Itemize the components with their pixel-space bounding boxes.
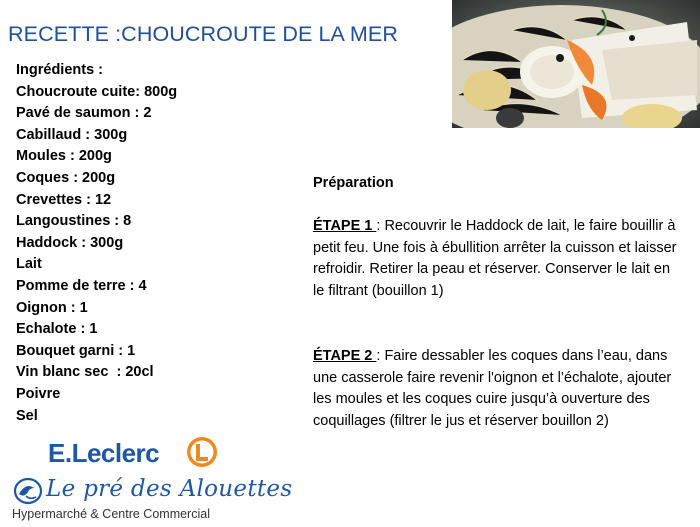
ingredient-list — [16, 60, 177, 427]
ingredient-item: Crevettes : 12 — [16, 191, 112, 208]
step-text: : Faire dessabler les coques dans l’eau, dans une casserole faire revenir l'oignon et l’échalote, ajouter les moules et les coques cuire jusqu’à ouverture des coquillages (filtrer le jus et réserver bouillon 2) — [313, 348, 672, 429]
mall-name: Le pré des Alouettes — [46, 476, 293, 502]
step-label: ÉTAPE 2 — [313, 348, 377, 364]
mall-tagline: Hypermarché & Centre Commercial — [12, 507, 210, 521]
ingredient-item: Oignon : 1 — [16, 299, 88, 316]
ingredient-item: Bouquet garni : 1 — [16, 342, 136, 359]
ingredient-item: Langoustines : 8 — [16, 213, 132, 230]
ingredient-item: Cabillaud : 300g — [16, 126, 128, 143]
ingredient-item: Pavé de saumon : 2 — [16, 105, 152, 122]
step-label: ÉTAPE 1 — [313, 218, 377, 234]
recipe-title: RECETTE :CHOUCROUTE DE LA MER — [8, 22, 398, 46]
leclerc-emblem-icon — [186, 436, 218, 468]
mall-logo — [12, 474, 293, 508]
bird-icon — [12, 476, 44, 506]
preparation-step-2 — [313, 346, 683, 432]
ingredient-item: Poivre — [16, 385, 61, 402]
preparation-step-1 — [313, 216, 683, 302]
ingredients-heading: Ingrédients : — [16, 62, 104, 78]
step-text: : Recouvrir le Haddock de lait, le faire bouillir à petit feu. Une fois à ébullition arrêter la cuisson et laisser refroidir. Retirer la peau et réserver. Conserver le lait en le filtrant (bouillon 1) — [313, 218, 677, 299]
ingredient-item: Haddock : 300g — [16, 234, 124, 251]
ingredient-item: Vin blanc sec : 20cl — [16, 364, 154, 381]
dish-photo — [452, 0, 700, 128]
leclerc-logo — [48, 436, 218, 472]
preparation-heading: Préparation — [313, 175, 394, 191]
ingredient-item: Coques : 200g — [16, 169, 116, 186]
ingredient-item: Moules : 200g — [16, 148, 112, 165]
store-name: E.Leclerc — [48, 438, 160, 468]
ingredient-item: Sel — [16, 407, 38, 424]
ingredient-item: Lait — [16, 256, 42, 273]
ingredient-item: Choucroute cuite: 800g — [16, 83, 178, 100]
ingredient-item: Echalote : 1 — [16, 321, 98, 338]
ingredient-item: Pomme de terre : 4 — [16, 277, 147, 294]
